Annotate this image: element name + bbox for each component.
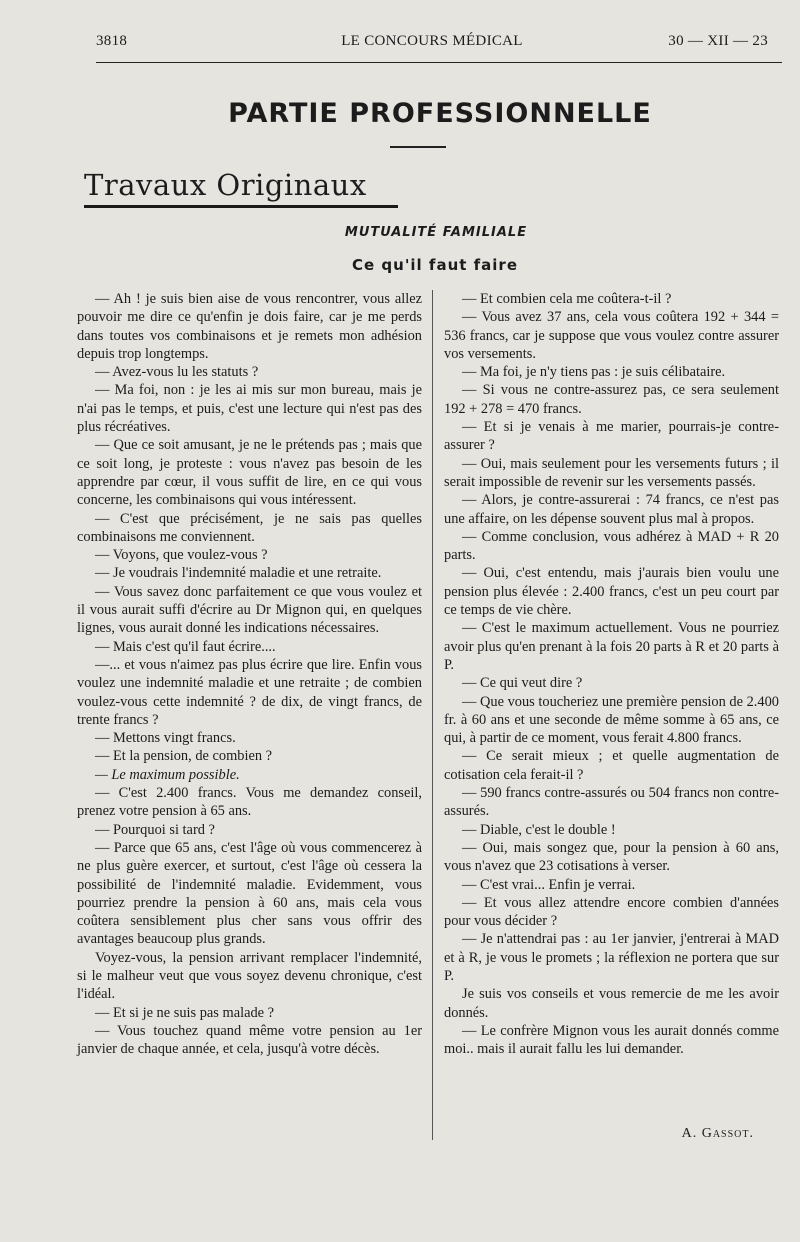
left-column <box>77 290 422 1058</box>
paragraph: — 590 francs contre-assurés ou 504 francs non contre-assurés. <box>444 785 779 820</box>
paragraph: Je suis vos conseils et vous remercie de me les avoir donnés. <box>444 986 779 1021</box>
section-title: PARTIE PROFESSIONNELLE <box>228 98 652 129</box>
paragraph: — Et si je ne suis pas malade ? <box>95 1004 275 1021</box>
column-divider <box>432 290 433 1140</box>
article-headline: Ce qu'il faut faire <box>352 256 518 274</box>
paragraph: — Ma foi, je n'y tiens pas : je suis célibataire. <box>462 364 726 381</box>
running-header <box>96 33 768 57</box>
paragraph: — Et si je venais à me marier, pourrais-je contre-assurer ? <box>444 419 779 454</box>
paragraph: — Je n'attendrai pas : au 1er janvier, j'entrerai à MAD et à R, je vous le promets ; la réflexion ne portera que sur P. <box>444 931 779 984</box>
paragraph: — Avez-vous lu les statuts ? <box>95 364 259 381</box>
article-kicker: MUTUALITÉ FAMILIALE <box>344 225 528 240</box>
page-number: 3818 <box>96 33 128 49</box>
paragraph: — Pourquoi si tard ? <box>95 821 215 838</box>
paragraph: — Mettons vingt francs. <box>95 730 236 747</box>
paragraph: — C'est que précisément, je ne sais pas quelles combinaisons me conviennent. <box>77 510 422 545</box>
journal-title: LE CONCOURS MÉDICAL <box>341 33 523 49</box>
paragraph: — Alors, je contre-assurerai : 74 francs, ce n'est pas une affaire, on les dépense souvent plus mal à propos. <box>444 492 779 527</box>
paragraph: — Vous avez 37 ans, cela vous coûtera 192 + 344 = 536 francs, car je suppose que vous voulez contre assurer vos versements. <box>444 309 779 362</box>
paragraph-italic: — Le maximum possible. <box>95 766 240 783</box>
header-rule <box>96 62 782 63</box>
section-rule <box>390 146 446 148</box>
paragraph: — Voyons, que voulez-vous ? <box>95 547 268 564</box>
paragraph: — Oui, c'est entendu, mais j'aurais bien voulu une pension plus élevée : 2.400 francs, c'est un peu court par ce temps de vie chère. <box>444 565 779 619</box>
right-column <box>444 290 779 1058</box>
paragraph: — Parce que 65 ans, c'est l'âge où vous commencerez à ne plus guère exercer, et surtout, c'est l'âge où cessera la possibilité de l'indemnité maladie. Evidemment, vous pourriez prendre la pension à 60 ans, mais cela vous coûtera sensiblement plus cher sans vous offrir des avantages beaucoup plus grands. <box>77 839 422 948</box>
paragraph: — Diable, c'est le double ! <box>462 821 616 838</box>
paragraph: — Ce serait mieux ; et quelle augmentation de cotisation cela ferait-il ? <box>444 748 779 783</box>
paragraph: — Comme conclusion, vous adhérez à MAD + R 20 parts. <box>444 528 779 564</box>
paragraph: — Et vous allez attendre encore combien d'années pour vous décider ? <box>444 894 779 930</box>
paragraph: — C'est 2.400 francs. Vous me demandez conseil, prenez votre pension à 65 ans. <box>77 785 422 820</box>
paragraph: — Et combien cela me coûtera-t-il ? <box>462 291 672 307</box>
paragraph: — Oui, mais seulement pour les versements futurs ; il serait impossible de revenir sur les versements passés. <box>444 455 779 490</box>
paragraph: — C'est vrai... Enfin je verrai. <box>462 876 636 893</box>
paragraph: — Que ce soit amusant, je ne le prétends pas ; mais que ce soit long, je proteste : vous n'avez pas besoin de les apprendre par cœur, il vous suffit de lire, en ce qui vous concerne, les combinaisons qui vous intéressent. <box>77 437 422 509</box>
author-signature: A. Gassot. <box>681 1126 754 1141</box>
issue-date: 30 — XII — 23 <box>668 33 768 49</box>
paragraph: — Vous touchez quand même votre pension au 1er janvier de chaque année, et cela, jusqu'à votre décès. <box>77 1022 422 1058</box>
rubric-title: Travaux Originaux <box>84 168 367 202</box>
paragraph: Voyez-vous, la pension arrivant remplacer l'indemnité, si le malheur veut que vous soyez devenu chronique, c'est l'idéal. <box>77 949 422 1003</box>
paragraph: — Le confrère Mignon vous les aurait donnés comme moi.. mais il aurait fallu les lui demander. <box>444 1022 779 1058</box>
paragraph: — Et la pension, de combien ? <box>95 748 273 765</box>
paragraph: — Que vous toucheriez une première pension de 2.400 fr. à 60 ans et une seconde de même somme à 65 ans, ce qui, à partir de ce moment, vous ferait 4.800 francs. <box>444 693 779 747</box>
paragraph: — Si vous ne contre-assurez pas, ce sera seulement 192 + 278 = 470 francs. <box>444 382 779 417</box>
paragraph: — Je voudrais l'indemnité maladie et une retraite. <box>95 565 382 582</box>
rubric-underline <box>84 205 398 208</box>
paragraph: — Vous savez donc parfaitement ce que vous voulez et il vous aurait suffi d'écrire au Dr Mignon qui, en quelques lignes, vous aurait donné les indications nécessaires. <box>77 583 422 637</box>
paragraph: — Ce qui veut dire ? <box>462 675 583 692</box>
paragraph: — C'est le maximum actuellement. Vous ne pourriez avoir plus qu'en prenant à la fois 20 parts à R et 20 parts à P. <box>444 620 779 673</box>
paragraph: — Ah ! je suis bien aise de vous rencontrer, vous allez pouvoir me dire ce qu'enfin je dois faire, car je me perds dans toutes vos combinaisons et je remets mon adhésion depuis trop longtemps. <box>77 291 422 362</box>
paragraph: — Oui, mais songez que, pour la pension à 60 ans, vous n'avez que 23 cotisations à verser. <box>444 839 779 875</box>
paragraph: — Ma foi, non : je les ai mis sur mon bureau, mais je n'ai pas le temps, et puis, c'est une lecture qui n'est pas des plus récréatives. <box>77 382 422 436</box>
paragraph: —... et vous n'aimez pas plus écrire que lire. Enfin vous voulez une indemnité maladie et une retraite ; de combien voulez-vous cette indemnité ? de dix, de vingt francs, de trente francs ? <box>77 656 422 728</box>
paragraph: — Mais c'est qu'il faut écrire.... <box>95 638 276 655</box>
